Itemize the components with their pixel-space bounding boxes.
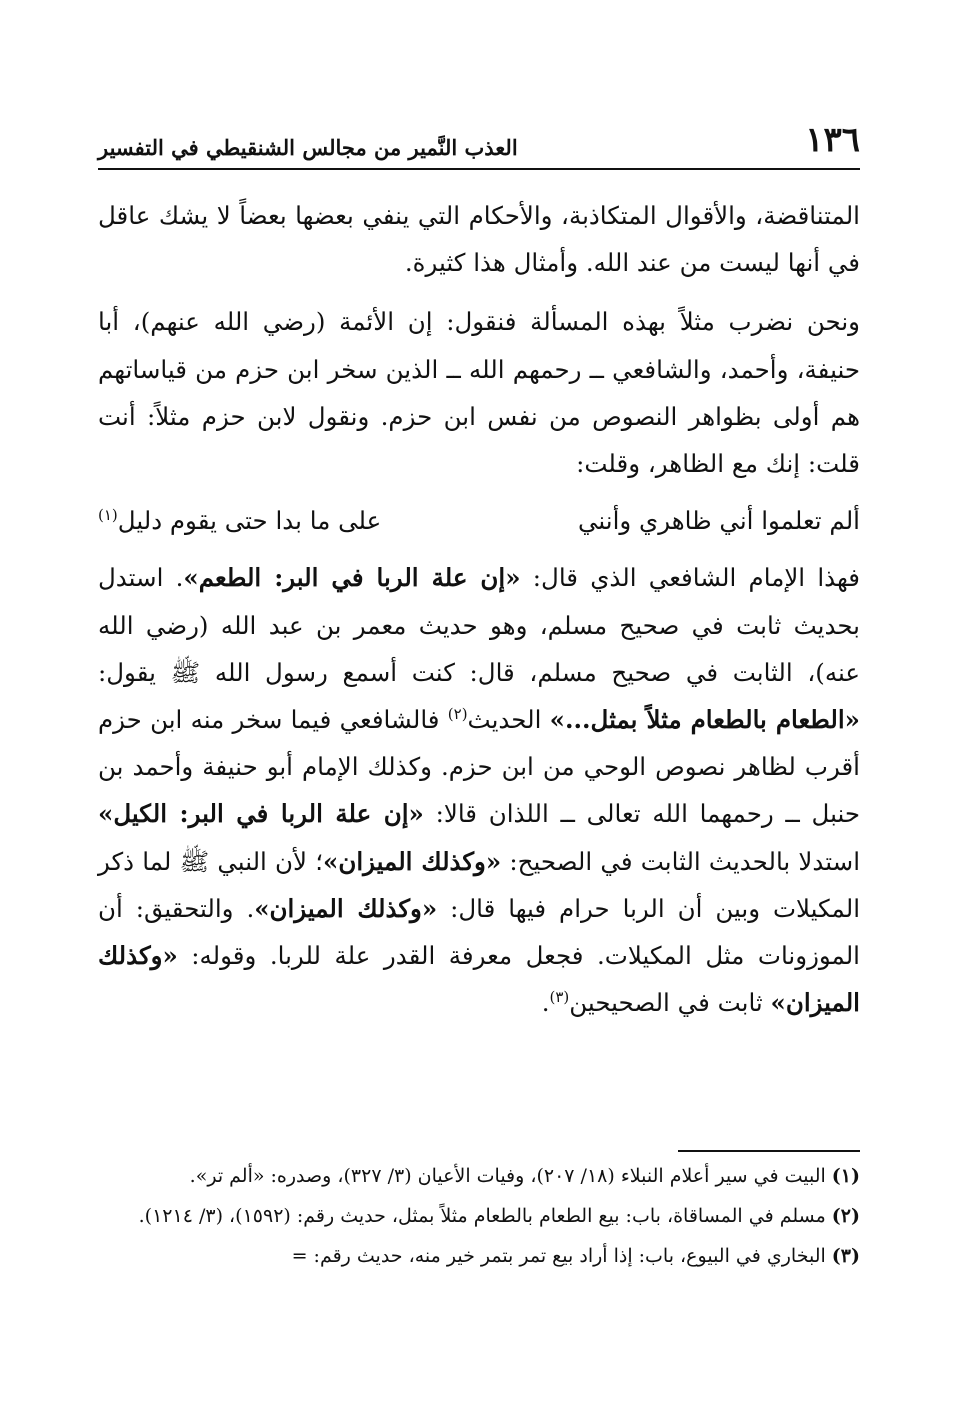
footnote-1 (98, 1158, 860, 1194)
footnote-number: (١) (831, 1165, 860, 1187)
hadith-quote: «وكذلك الميزان» (323, 846, 502, 876)
text-run: . والتحقيق: أن الموزونات مثل المكيلات. فجعل معرفة القدر علة للربا. وقوله: (98, 893, 860, 971)
footnote-number: (٣) (831, 1245, 860, 1267)
poetry-verse (98, 497, 860, 544)
text-run: فهذا الإمام الشافعي الذي قال: (520, 563, 861, 593)
footnote-ref-2[interactable]: (٢) (447, 704, 468, 723)
page-header (98, 120, 860, 170)
quote-bold: «إن علة الربا في البر: الكيل» (98, 799, 424, 829)
verse-first-hemistich: ألم تعلموا أني ظاهري وأنني (577, 506, 860, 536)
text-run: ثابت في الصحيحين (569, 988, 771, 1018)
text-run: . استدل بحديث ثابت في صحيح مسلم، وهو حديث معمر بن عبد الله (رضي الله عنه)، الثابت في صحيح مسلم، قال: كنت أسمع رسول الله ﷺ يقول: (98, 563, 860, 687)
paragraph-1: المتناقضة، والأقوال المتكاذبة، والأحكام التي ينفي بعضها بعضاً لا يشك عاقل في أنها ليست من عند الله. وأمثال هذا كثيرة. (98, 201, 860, 278)
text-run: الحديث (467, 705, 550, 735)
footnote-text: البخاري في البيوع، باب: إذا أراد بيع تمر بتمر خير منه، حديث رقم: = (291, 1245, 826, 1267)
footnote-2 (98, 1198, 860, 1234)
quote-bold: «إن علة الربا في البر: الطعم» (183, 563, 521, 593)
main-text (98, 192, 860, 1026)
footnote-separator (678, 1150, 860, 1152)
page-number: ١٣٦ (805, 120, 860, 160)
footnote-number: (٢) (831, 1205, 860, 1227)
running-title: العذب النَّمير من مجالس الشنقيطي في التفسير (98, 135, 518, 160)
footnote-text: البيت في سير أعلام النبلاء (١٨/ ٢٠٧)، وفيات الأعيان (٣/ ٣٢٧)، وصدره: «ألم تر». (189, 1165, 826, 1187)
hadith-quote: «الطعام بالطعام مثلاً بمثل...» (549, 705, 860, 735)
paragraph-3 (98, 554, 860, 1026)
footnotes (98, 1158, 860, 1278)
footnote-3 (98, 1238, 860, 1274)
footnote-ref-3[interactable]: (٣) (549, 988, 570, 1007)
hadith-quote: «وكذلك الميزان» (98, 941, 860, 1018)
footnote-text: مسلم في المساقاة، باب: بيع الطعام بالطعام مثلاً بمثل، حديث رقم: (١٥٩٢)، (٣/ ١٢١٤). (138, 1205, 826, 1227)
verse-second-hemistich (98, 497, 381, 544)
text-run: . (541, 988, 550, 1018)
verse-second-text: على ما بدا حتى يقوم دليل (117, 506, 382, 536)
hadith-quote: «وكذلك الميزان» (254, 893, 438, 923)
text-run: ؛ لأن النبي ﷺ لما ذكر المكيلات وبين أن الربا حرام فيها قال: (98, 846, 860, 923)
footnote-ref-1[interactable]: (١) (98, 506, 118, 525)
text-run: فالشافعي فيما سخر منه ابن حزم أقرب لظاهر نصوص الوحي من ابن حزم. وكذلك الإمام أبو حنيفة وأحمد بن حنبل ــ رحمهما الله تعالى ــ اللذان قالا: (98, 705, 860, 829)
text-run: استدلا بالحديث الثابت في الصحيح: (501, 846, 860, 876)
paragraph-2: ونحن نضرب مثلاً بهذه المسألة فنقول: إن الأئمة (رضي الله عنهم)، أبا حنيفة، وأحمد، والشافعي ــ رحمهم الله ــ الذين سخر ابن حزم من قياساتهم هم أولى بظواهر النصوص من نفس ابن حزم. ونقول لابن حزم مثلاً: أنت قلت: إنك مع الظاهر، وقلت: (98, 307, 860, 479)
